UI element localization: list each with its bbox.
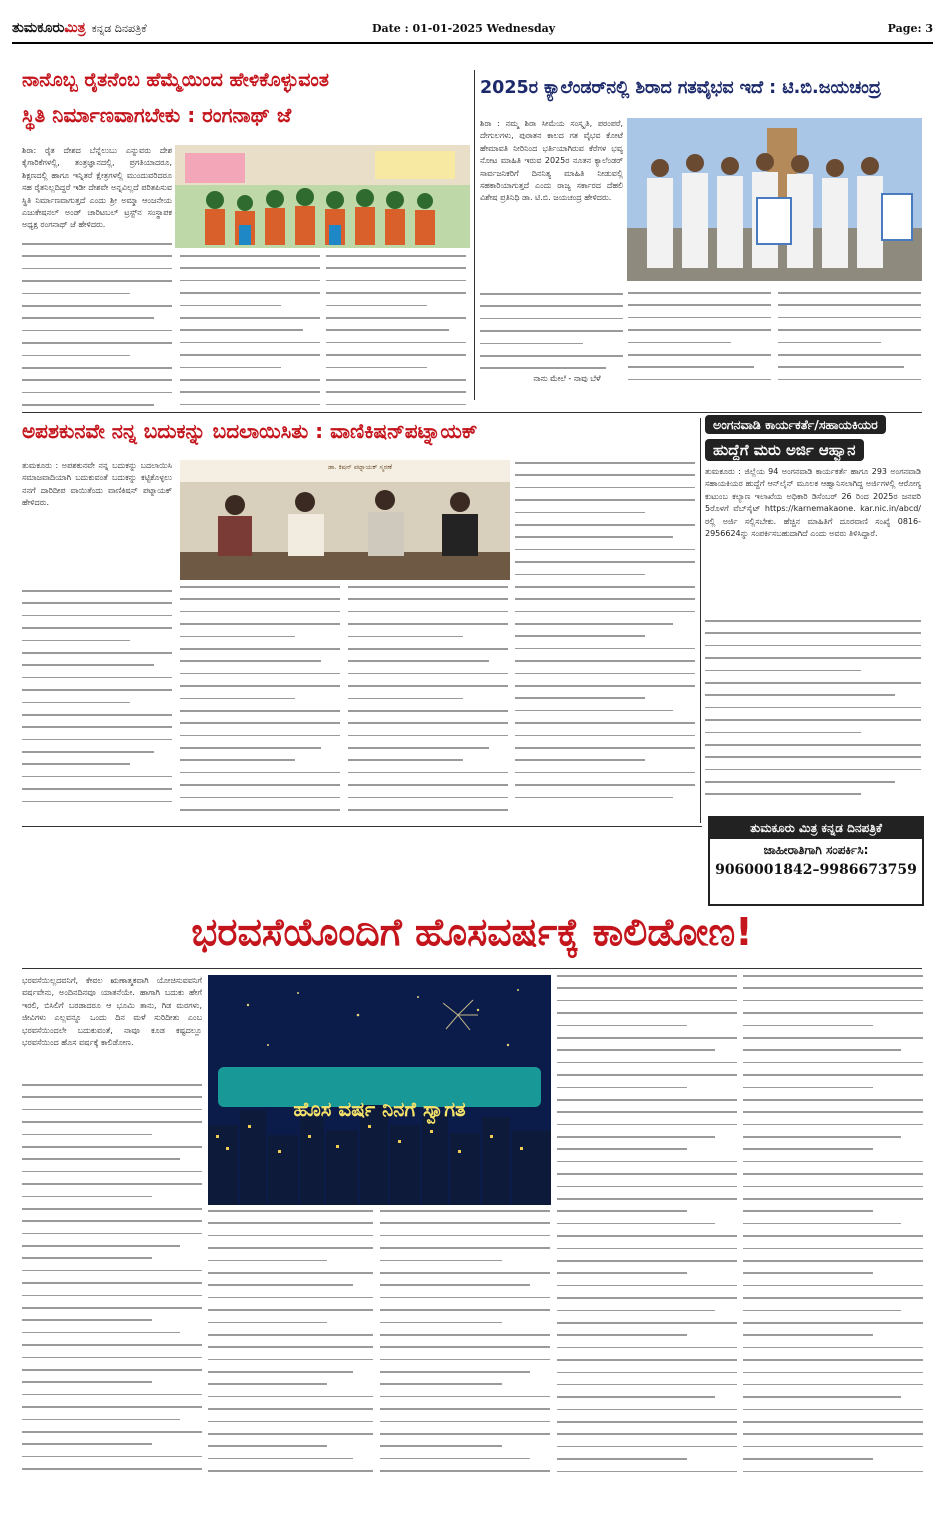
story5-text-col3 bbox=[380, 1210, 550, 1484]
brand-subtitle: ಕನ್ನಡ ದಿನಪತ್ರಿಕೆ bbox=[91, 22, 147, 35]
story4-headline-line2 bbox=[705, 441, 925, 459]
story1-text-col1 bbox=[22, 243, 172, 408]
story4-headline-line1 bbox=[705, 417, 925, 433]
story2-text-col2 bbox=[628, 292, 771, 385]
story5-text-col5 bbox=[743, 975, 923, 1485]
story5-lead: ಭರವಸೆಯಿಲ್ಲದವನಿಗೆ, ಕೇವಲ ಋಣಾತ್ಮಕವಾಗಿ ಯೋಚಿಸುವವನಿಗೆ ವರ್ಷವೇನು, ಅಂದಿನದಿನವೂ ಯಾತನೆಯೇ. ಹಾಗಾಗಿ ಬದುಕು ಹೇಗೆ ಇರಲಿ, ಬಿಸಿಲಿಗೆ ಬರಡಾದರೂ ಆ ಭೂಮಿ ತಾನು, ಗಿಡ ಮರಗಳು, ಜೀವಿಗಳು ಎಲ್ಲವನ್ನೂ ಒಂದು ದಿನ ಮಳೆ ಸುರಿದೀತು ಎಂಬ ಭರವಸೆಯಿಂದಲೇ ಬದುಕುವಂತೆ, ನಾವೂ ಕೂಡ ಕಷ್ಟದಲ್ಲೂ ಭರವಸೆಯಿಂದ ಹೊಸ ವರ್ಷಕ್ಕೆ ಕಾಲಿಡೋಣ. bbox=[22, 976, 202, 1048]
story1-headline-line1: ನಾನೊಬ್ಬ ರೈತನೆಂಬ ಹೆಮ್ಮೆಯಿಂದ ಹೇಳಿಕೊಳ್ಳುವಂತ bbox=[22, 69, 329, 91]
story3-text-col2 bbox=[180, 586, 340, 816]
advert-box bbox=[708, 816, 924, 906]
section-divider bbox=[22, 968, 922, 969]
story1-lead: ಶಿರಾ: ರೈತ ದೇಶದ ಬೆನ್ನೆಲುಬು ಎನ್ನುವರು ದೇಶ ಕೈಗಾರಿಕೆಗಳಲ್ಲಿ, ತಂತ್ರಜ್ಞಾನದಲ್ಲಿ, ಪ್ರಗತಿಯಾದರೂ, ಶಿಕ್ಷಣದಲ್ಲಿ ಹಾಗೂ ಇನ್ನಿತರೆ ಕ್ಷೇತ್ರಗಳಲ್ಲಿ ಮುಂದುವರಿದರೂ ಸಹ ರೈತನಿಲ್ಲದಿದ್ದರೆ ಇಡೀ ದೇಶವೇ ಅನ್ನವಿಲ್ಲದೆ ಪರಿತಪಿಸುವ ಸ್ಥಿತಿ ನಿರ್ಮಾಣವಾಗುತ್ತದೆ ಎಂದು ಶ್ರೀ ಅಮ್ಮಾ ಆಂಜನೇಯ ಎಜುಕೇಷನಲ್ ಅಂಡ್ ಚಾರಿಟಬಲ್ ಟ್ರಸ್ಟ್‌ನ ಸಂಸ್ಥಾಪಕ ಅಧ್ಯಕ್ಷ ರಂಗನಾಥ್ ಜೆ ಹೇಳಿದರು. bbox=[22, 146, 172, 230]
story4-text bbox=[705, 620, 921, 810]
column-divider bbox=[474, 70, 475, 400]
story4-lead: ತುಮಕೂರು : ಜಿಲ್ಲೆಯ 94 ಅಂಗನವಾಡಿ ಕಾರ್ಯಕರ್ತೆ ಹಾಗೂ 293 ಅಂಗನವಾಡಿ ಸಹಾಯಕಿಯರ ಹುದ್ದೆಗೆ ಆನ್‌ಲೈನ್ ಮೂಲಕ ಆಹ್ವಾನಿಸಲಾಗಿದ್ದ ಅರ್ಜಿಗಳಲ್ಲಿ ಆರೋಗ್ಯ ಕುಟುಂಬ ಕಲ್ಯಾಣ ಇಲಾಖೆಯ ಅಧಿಕಾರಿ ಡಿಸೆಂಬರ್ 26 ರಿಂದ 2025ರ ಜನವರಿ 5ರೊಳಗೆ ವೆಬ್‌ಸೈಟ್ https://karnemakaone. kar.nic.in/abcd/ ರಲ್ಲಿ ಅರ್ಜಿ ಸಲ್ಲಿಸಬೇಕು. ಹೆಚ್ಚಿನ ಮಾಹಿತಿಗೆ ದೂರವಾಣಿ ಸಂಖ್ಯೆ 0816-2956624ನ್ನು ಸಂಪರ್ಕಿಸಬಹುದಾಗಿದೆ ಎಂದು ಅವರು ತಿಳಿಸಿದ್ದಾರೆ. bbox=[705, 467, 921, 539]
story2-caption: ನಾನು ಮೇಲೆ - ನಾವು ಬೆಳೆ bbox=[512, 374, 622, 384]
story5-headline: ಭರವಸೆಯೊಂದಿಗೆ ಹೊಸವರ್ಷಕ್ಕೆ ಕಾಲಿಡೋಣ! bbox=[191, 910, 753, 954]
story3-banner-text: ಡಾ. ಕಿಷನ್ ಪಟ್ನಾಯಕ್ ಸ್ಮರಣೆ bbox=[328, 463, 392, 471]
story3-text-col1 bbox=[22, 590, 172, 816]
story3-lead: ತುಮಕೂರು : ಅಪಶಕುನವೇ ನನ್ನ ಬದುಕನ್ನು ಬದಲಾಯಿಸಿ ಸಮಾಜವಾದಿಯಾಗಿ ಬದುಕುವಂತೆ ಬದುಕನ್ನು ಕಟ್ಟಿಕೊಳ್ಳಲು ನನಗೆ ದಾರಿದೀಪ ವಾಯಿತೆಂದು ವಾಣಿಕಿಷನ್ ಪಟ್ನಾಯಕ್ ಹೇಳಿದರು. bbox=[22, 461, 172, 508]
story2-lead: ಶಿರಾ : ನಮ್ಮ ಶಿರಾ ಸೀಮೆಯ ಸಂಸ್ಕೃತಿ, ಪರಂಪರೆ, ದೇಗುಲಗಳು, ಪುರಾತನ ಕಾಲದ ಗತ ವೈಭವ ಕೋಟೆ ಹೇಮಾವತಿ ನೀರಿನಿಂದ ಭರ್ತಿಯಾಗಿರುವ ಕೆರೆಗಳ ಭವ್ಯ ನೋಟ ಮಾಹಿತಿ ಇರುವ 2025ರ ನೂತನ ಕ್ಯಾಲೆಂಡರ್ ಸಾರ್ವಜನಿಕರಿಗೆ ದಿನನಿತ್ಯ ಮಾಹಿತಿ ನೀಡುವಲ್ಲಿ ಸಹಕಾರಿಯಾಗುತ್ತದೆ ಎಂದು ರಾಜ್ಯ ಸರ್ಕಾರದ ದೆಹಲಿ ವಿಶೇಷ ಪ್ರತಿನಿಧಿ ಡಾ. ಟಿ.ಬಿ. ಜಯಚಂದ್ರ ಹೇಳಿದರು. bbox=[480, 119, 623, 203]
masthead bbox=[12, 20, 933, 44]
story1-text-col3 bbox=[326, 255, 466, 408]
story3-photo bbox=[180, 460, 510, 580]
new-year-image bbox=[208, 975, 551, 1205]
advert-phones: 9060001842–9986673759 bbox=[715, 862, 917, 878]
story1-text-col2 bbox=[180, 255, 320, 408]
advert-title: ತುಮಕೂರು ಮಿತ್ರ ಕನ್ನಡ ದಿನಪತ್ರಿಕೆ bbox=[710, 818, 922, 839]
story2-text-col1 bbox=[480, 293, 623, 373]
new-year-greeting: ಹೊಸ ವರ್ಷ ನಿನಗೆ ಸ್ವಾಗತ bbox=[293, 1097, 466, 1121]
story3-text-col3 bbox=[348, 586, 508, 816]
story1-headline-line2: ಸ್ಥಿತಿ ನಿರ್ಮಾಣವಾಗಬೇಕು : ರಂಗನಾಥ್ ಜೆ bbox=[22, 103, 292, 127]
issue-date: Date : 01-01-2025 Wednesday bbox=[372, 22, 556, 35]
story3-headline: ಅಪಶಕುನವೇ ನನ್ನ ಬದುಕನ್ನು ಬದಲಾಯಿಸಿತು : ವಾಣಿಕಿಷನ್‌ಪಟ್ನಾಯಕ್ bbox=[22, 419, 478, 443]
section-divider bbox=[22, 412, 922, 413]
story5-text-col2 bbox=[208, 1210, 373, 1484]
story2-headline: 2025ರ ಕ್ಯಾಲೆಂಡರ್‌ನಲ್ಲಿ ಶಿರಾದ ಗತವೈಭವ ಇದೆ : ಟಿ.ಬಿ.ಜಯಚಂದ್ರ bbox=[480, 78, 881, 98]
newspaper-brand bbox=[12, 20, 147, 36]
story2-photo bbox=[627, 118, 922, 281]
story4-headline-line2-text: ಹುದ್ದೆಗೆ ಮರು ಅರ್ಜಿ ಆಹ್ವಾನ bbox=[705, 439, 864, 461]
story3-text-col4 bbox=[515, 462, 695, 816]
section-divider bbox=[22, 826, 702, 827]
page-number: Page: 3 bbox=[887, 22, 933, 35]
advert-contact-label: ಜಾಹೀರಾತಿಗಾಗಿ ಸಂಪರ್ಕಿಸಿ: bbox=[763, 843, 869, 857]
brand-part2: ಮಿತ್ರ bbox=[64, 20, 86, 36]
story5-text-col1 bbox=[22, 1084, 202, 1484]
story2-text-col3 bbox=[778, 292, 921, 385]
story1-photo bbox=[175, 145, 470, 248]
story4-headline-line1-text: ಅಂಗನವಾಡಿ ಕಾರ್ಯಕರ್ತೆ/ಸಹಾಯಕಿಯರ bbox=[705, 415, 886, 434]
story5-text-col4 bbox=[557, 975, 737, 1485]
column-divider bbox=[700, 418, 701, 823]
brand-part1: ತುಮಕೂರು bbox=[12, 20, 65, 36]
